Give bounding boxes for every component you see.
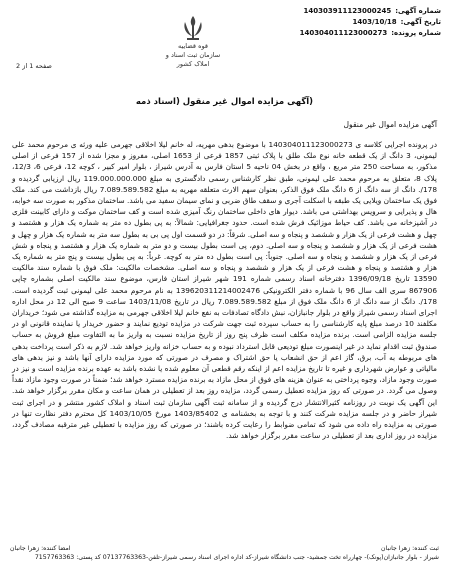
signer — [10, 545, 71, 553]
notice-meta — [251, 6, 441, 39]
signer-name: زهرا جانبان — [10, 545, 40, 552]
signature-row — [10, 545, 439, 553]
creator-label: ثبت کننده: — [412, 545, 439, 552]
file-number-row — [251, 28, 441, 39]
creator-name: زهرا جانبان — [381, 545, 411, 552]
notice-date-label: تاریخ آگهی: — [400, 18, 441, 26]
document-body: در پرونده اجرایی کلاسه ی 140304011123000273 با موضوع بدهی مهریه، له خانم لیلا اخلاقی جهرمی علیه ورثه ی مرحوم محمد علی لیمونی، 3 دانگ از یک قطعه خانه نوع ملک طلق با پلاک ثبتی 1857 فرعی از 1653 اصلی، مفروز و مجزا شده از 157 فرعی از اصلی مذکور، به مساحت 250 متر مربع ، واقع در بخش 04 ناحیه 5 استان فارس به آدرس شیراز ، بلوار امیر کبیر ، کوچه 12، فرعی 6، 12/3، پلاک 8، متعلق به مرحوم محمد علی لیمونی، طبق نظر کارشناس رسمی دادگستری به مبلغ 119.000.000.000 ریال ارزیابی گردیده و 178/. دانگ از سه دانگ از 6 دانگ ملک فوق الذکر، بعنوان سهم الارث متعلقه مهریه به مبلغ 7.089.589.582 ریال بازداشت می کند. ملک فوق یک ساختمان ویلایی یک طبقه با اسکلت آجری و سقف طاق ضربی و نمای سیمان سفید می باشد. ساختمان مذکور به صورت سه خوابه، هال و پذیرایی و سرویس بهداشتی می باشد. دیوار های داخلی ساختمان رنگ آمیزی شده است و کف ساختمان موکت و دارای کابینت فلزی در آشپزخانه می باشد. کف حیاط موزائیک فرش شده است. حدود جغرافیایی: شمالاً: به پی بطول ده متر به شماره یک هزار و هشتصد و چهل و هشت فرعی از یک هزار و ششصد و پنجاه و سه اصلی. شرقاً: در دو قسمت اول پی بی به بطول سه متر به شماره یک هزار و چهل و هشت فرعی از یک هزار و ششصد و پنجاه و سه اصلی. دوم، پی است بطول بیست و دو متر به شماره یک هزار و هشتصد و پنجاه و شش فرعی از یک هزار و ششصد و پنجاه و سه اصلی. جنوباً: پی است بطول ده متر به کوچه. غرباً: به پی بطول بیست و پنج متر به شماره یک هزار و هشتصد و پنجاه و هشت فرعی از یک هزار و ششصد و پنجاه و سه اصلی. مشخصات مالکیت: ملک فوق با شماره سند مالکیت 13590 تاریخ 1396/09/18 دفترخانه اسناد رسمی شماره 191 شهر شیراز استان فارس، موضوع سند مالکیت اصلی بشماره چاپی 867906 سری الف سال 96 با شماره دفتر الکترونیکی 139620311214002476 به نام مرحوم محمد علی لیمونی ثبت گردیده است. 178/. دانگ از سه دانگ از 6 دانگ ملک فوق از مبلغ 7.089.589.582 ریال در تاریخ 1403/11/08 ساعت 9 صبح الی 12 در محل اداره اجرای اسناد رسمی شیراز واقع در بلوار جانبازان، نبش دادگاه تصادفات به نفع خانم لیلا اخلاقی جهرمی به مزایده گذاشته می شود؛ خریداران مکلفند 10 درصد مبلغ پایه کارشناسی را به حساب سپرده ثبت جهت شرکت در مزایده تودیع نمایند و حضور خریدار یا نماینده قانونی او در جلسه مزایده الزامی است. برنده مزایده مکلف است ظرف پنج روز از تاریخ مزایده نسبت به واریز ما به التفاوت مبلغ فروش به حساب صندوق ثبت اقدام نماید در غیر اینصورت مبلغ تودیعی قابل استرداد نبوده و به حساب خزانه واریز خواهد شد. لازم به ذکر است پرداخت بدهی های مربوطه به آب، برق، گاز اعم از حق انشعاب یا حق اشتراک و مصرف در صورتی که مورد مزایده دارای آنها باشد و نیز بدهی های مالیاتی و عوارض شهرداری و غیره تا تاریخ مزایده اعم از اینکه رقم قطعی آن معلوم شده یا نشده باشد به عهده برنده مزایده است و نیز در صورت وجود مازاد، وجوه پرداختی به عنوان هزینه های فوق از محل مازاد به برنده مزایده مسترد خواهد شد؛ ضمناً در صورت وجود مازاد نقداً وصول می گردد. در صورتی که روز مزایده تعطیل رسمی گردد، مزایده روز بعد از تعطیلی در همان ساعت و مکان مقرر برگزار خواهد شد. این آگهی یک نوبت در روزنامه کثیرالانتشار درج گردیده و از سامانه ثبت آگهی سازمان ثبت اسناد و املاک کشور منتشر و در اجرای ثبت شیراز حاضر و در جلسه مزایده شرکت کنند و با توجه به بخشنامه ی 1403/85402 مورخ 1403/10/05 کل محترم دفتر نظارت تنها در صورتی به مزایده راه داده می شود که تمامی ضوابط را رعایت کرده باشند؛ در صورتی که روز مزایده با تعطیلی غیر مترقبه مصادف گردد، مزایده در روز اداری بعد از تعطیلی در ساعت مقرر برگزار خواهد شد. — [12, 140, 438, 441]
document-content — [12, 120, 437, 441]
judiciary-emblem — [160, 14, 226, 69]
file-number: 140304011123000273 — [299, 29, 388, 37]
document-title: (آگهی مزایده اموال غیر منقول (اسناد ذمه — [135, 97, 314, 107]
page-indicator: صفحه 1 از 2 — [16, 62, 52, 70]
notice-number-label: شماره آگهی: — [395, 7, 441, 15]
emblem-caption-2: سازمان ثبت اسناد و املاک کشور — [165, 51, 221, 68]
notice-number-row — [251, 6, 441, 17]
document-footer — [10, 545, 439, 563]
document-subtitle: آگهی مزایده اموال غیر منقول — [343, 120, 437, 129]
notice-date: 1403/10/18 — [352, 18, 397, 26]
office-address: شیراز - بلوار جانبازان(پونک)- چهارراه تخت جمشید- جنب دانشگاه شیراز-کد اداره اجرای اسناد رسمی شیراز-تلفن-07137763363 کد پستی: 7157763363 — [34, 554, 439, 562]
notice-number: 140303911123000245 — [303, 7, 392, 15]
file-number-label: شماره پرونده: — [391, 29, 441, 37]
notice-date-row — [251, 17, 441, 28]
emblem-caption-1: قوه قضاییه — [178, 42, 208, 50]
emblem-icon — [180, 14, 206, 42]
signer-label: امضا کننده: — [41, 545, 71, 552]
creator — [381, 545, 439, 553]
